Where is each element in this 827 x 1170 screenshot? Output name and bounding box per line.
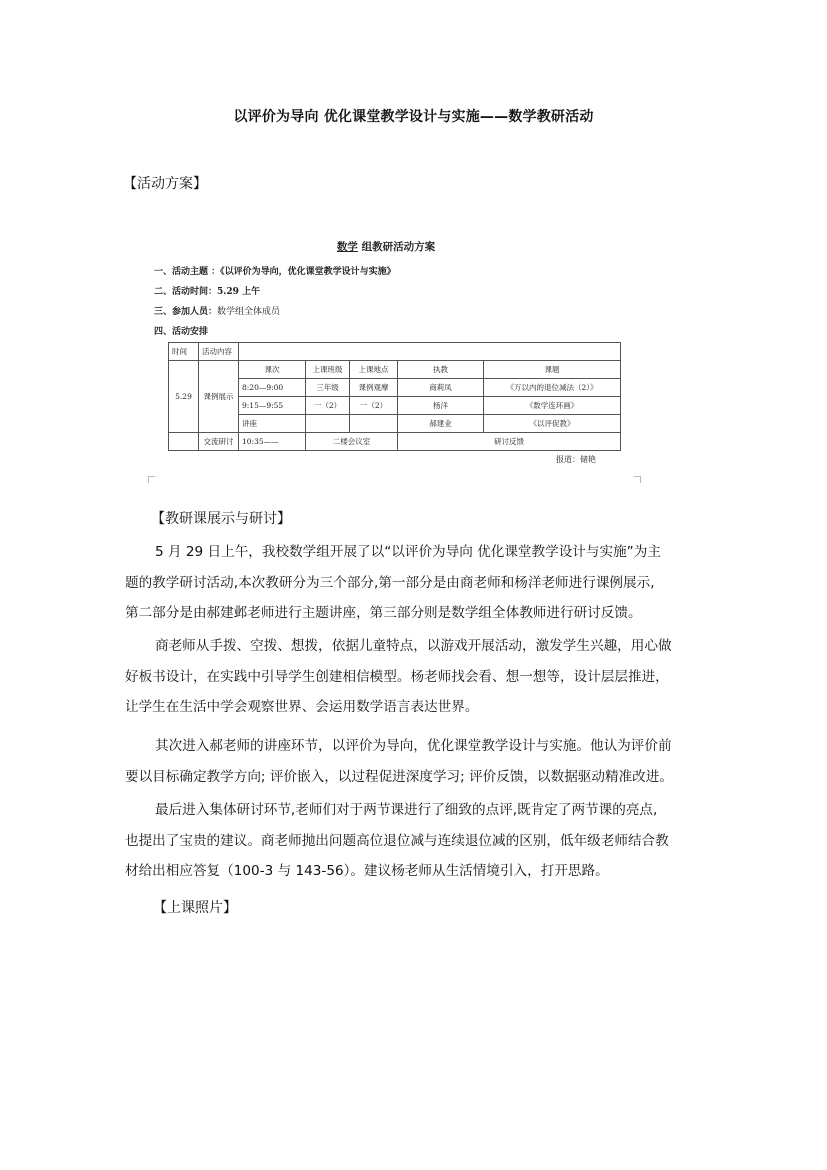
- paragraph-line: 题的教学研讨活动,本次教研分为三个部分,第一部分是由商老师和杨洋老师进行课例展示,: [125, 574, 655, 591]
- table-cell: 9:15—9:55: [239, 397, 306, 415]
- plan-theme-value: 《以评价为导向，优化课堂教学设计与实施》: [220, 267, 396, 277]
- paragraph-discussion: [125, 795, 705, 887]
- table-cell: 商莉凤: [398, 379, 484, 397]
- image-crop-mark: [148, 476, 155, 483]
- plan-arrange-label: 四、活动安排: [154, 327, 209, 337]
- plan-time-value: 5.29 上午: [217, 287, 261, 297]
- plan-theme-label: 一、活动主题 ：: [154, 267, 221, 277]
- col-topic-header: 课题: [484, 361, 621, 379]
- plan-section-heading: 【活动方案】: [123, 176, 207, 192]
- schedule-table: [168, 342, 621, 451]
- activity-plan-image: [146, 235, 626, 475]
- image-crop-mark: [634, 476, 641, 483]
- header-time-cell: 时间: [169, 343, 199, 361]
- plan-people-label: 三、参加人员：: [154, 307, 218, 317]
- plan-title-rest: 组教研活动方案: [361, 241, 436, 253]
- paragraph-line: 好板书设计，在实践中引导学生创建相信模型。杨老师找会看、想一想等，设计层层推进，: [125, 668, 669, 685]
- table-cell: 研讨反馈: [398, 433, 621, 451]
- table-cell: [239, 343, 621, 361]
- col-period-header: 课次: [239, 361, 306, 379]
- col-class-header: 上课班级: [306, 361, 350, 379]
- table-cell: [350, 415, 398, 433]
- table-cell: 三年级: [306, 379, 350, 397]
- paragraph-lessons: [125, 631, 705, 723]
- plan-title: [146, 239, 626, 254]
- table-cell: 课例观摩: [350, 379, 398, 397]
- plan-people-value: 数学组全体成员: [217, 307, 281, 317]
- page-title: 以评价为导向 优化课堂教学设计与实施——数学教研活动: [233, 109, 594, 125]
- table-cell: 10:35——: [239, 433, 306, 451]
- col-teacher-header: 执教: [398, 361, 484, 379]
- plan-time-label: 二、活动时间：: [154, 287, 218, 297]
- table-row: [169, 433, 621, 451]
- table-cell: 《数学连环画》: [484, 397, 621, 415]
- plan-reporter: 报道：储艳: [556, 455, 596, 464]
- table-cell: 讲座: [239, 415, 306, 433]
- table-cell: [169, 433, 199, 451]
- table-cell: 《万以内的退位减法（2）》: [484, 379, 621, 397]
- paragraph-line: 5 月 29 日上午，我校数学组开展了以“以评价为导向 优化课堂教学设计与实施”为主: [155, 544, 661, 560]
- paragraph-line: 其次进入郝老师的讲座环节，以评价为导向，优化课堂教学设计与实施。他认为评价前: [155, 738, 672, 754]
- date-cell: 5.29: [169, 361, 199, 433]
- plan-title-subject: 数学: [336, 241, 358, 253]
- table-cell: 杨洋: [398, 397, 484, 415]
- lesson-section-heading: 【教研课展示与研讨】: [151, 511, 291, 527]
- header-content-cell: 活动内容: [199, 343, 239, 361]
- paragraph-line: 最后进入集体研讨环节,老师们对于两节课进行了细致的点评,既肯定了两节课的亮点,: [155, 802, 658, 818]
- table-cell: 一（2）: [306, 397, 350, 415]
- plan-arrange-line: [154, 324, 208, 337]
- paragraph-overview: [125, 537, 705, 629]
- table-row: [169, 343, 621, 361]
- paragraph-line: 让学生在生活中学会观察世界、会运用数学语言表达世界。: [125, 699, 479, 715]
- paragraph-lecture: [125, 731, 705, 792]
- demo-type-cell: 课例展示: [199, 361, 239, 433]
- paragraph-line: 要以目标确定教学方向; 评价嵌入，以过程促进深度学习; 评价反馈，以数据驱动精准改进。: [125, 768, 673, 785]
- paragraph-line: 也提出了宝贵的建议。商老师抛出问题高位退位减与连续退位减的区别，低年级老师结合教: [125, 832, 669, 849]
- table-cell: 二楼会议室: [306, 433, 398, 451]
- table-row: [169, 361, 621, 379]
- photo-section-heading: 【上课照片】: [153, 900, 237, 916]
- table-cell: 郝建业: [398, 415, 484, 433]
- discuss-type-cell: 交流研讨: [199, 433, 239, 451]
- table-cell: 一（2）: [350, 397, 398, 415]
- paragraph-line: 材给出相应答复（100-3 与 143-56）。建议杨老师从生活情境引入，打开思路。: [125, 863, 609, 879]
- plan-theme-line: [154, 264, 396, 277]
- plan-people-line: [154, 304, 280, 317]
- table-cell: 《以评促教》: [484, 415, 621, 433]
- paragraph-line: 商老师从手拨、空拨、想拨，依据儿童特点，以游戏开展活动，激发学生兴趣，用心做: [155, 638, 672, 654]
- table-cell: 8:20—9:00: [239, 379, 306, 397]
- table-cell: [306, 415, 350, 433]
- paragraph-line: 第二部分是由郝建邺老师进行主题讲座，第三部分则是数学组全体教师进行研讨反馈。: [125, 605, 642, 621]
- col-place-header: 上课地点: [350, 361, 398, 379]
- plan-time-line: [154, 284, 260, 297]
